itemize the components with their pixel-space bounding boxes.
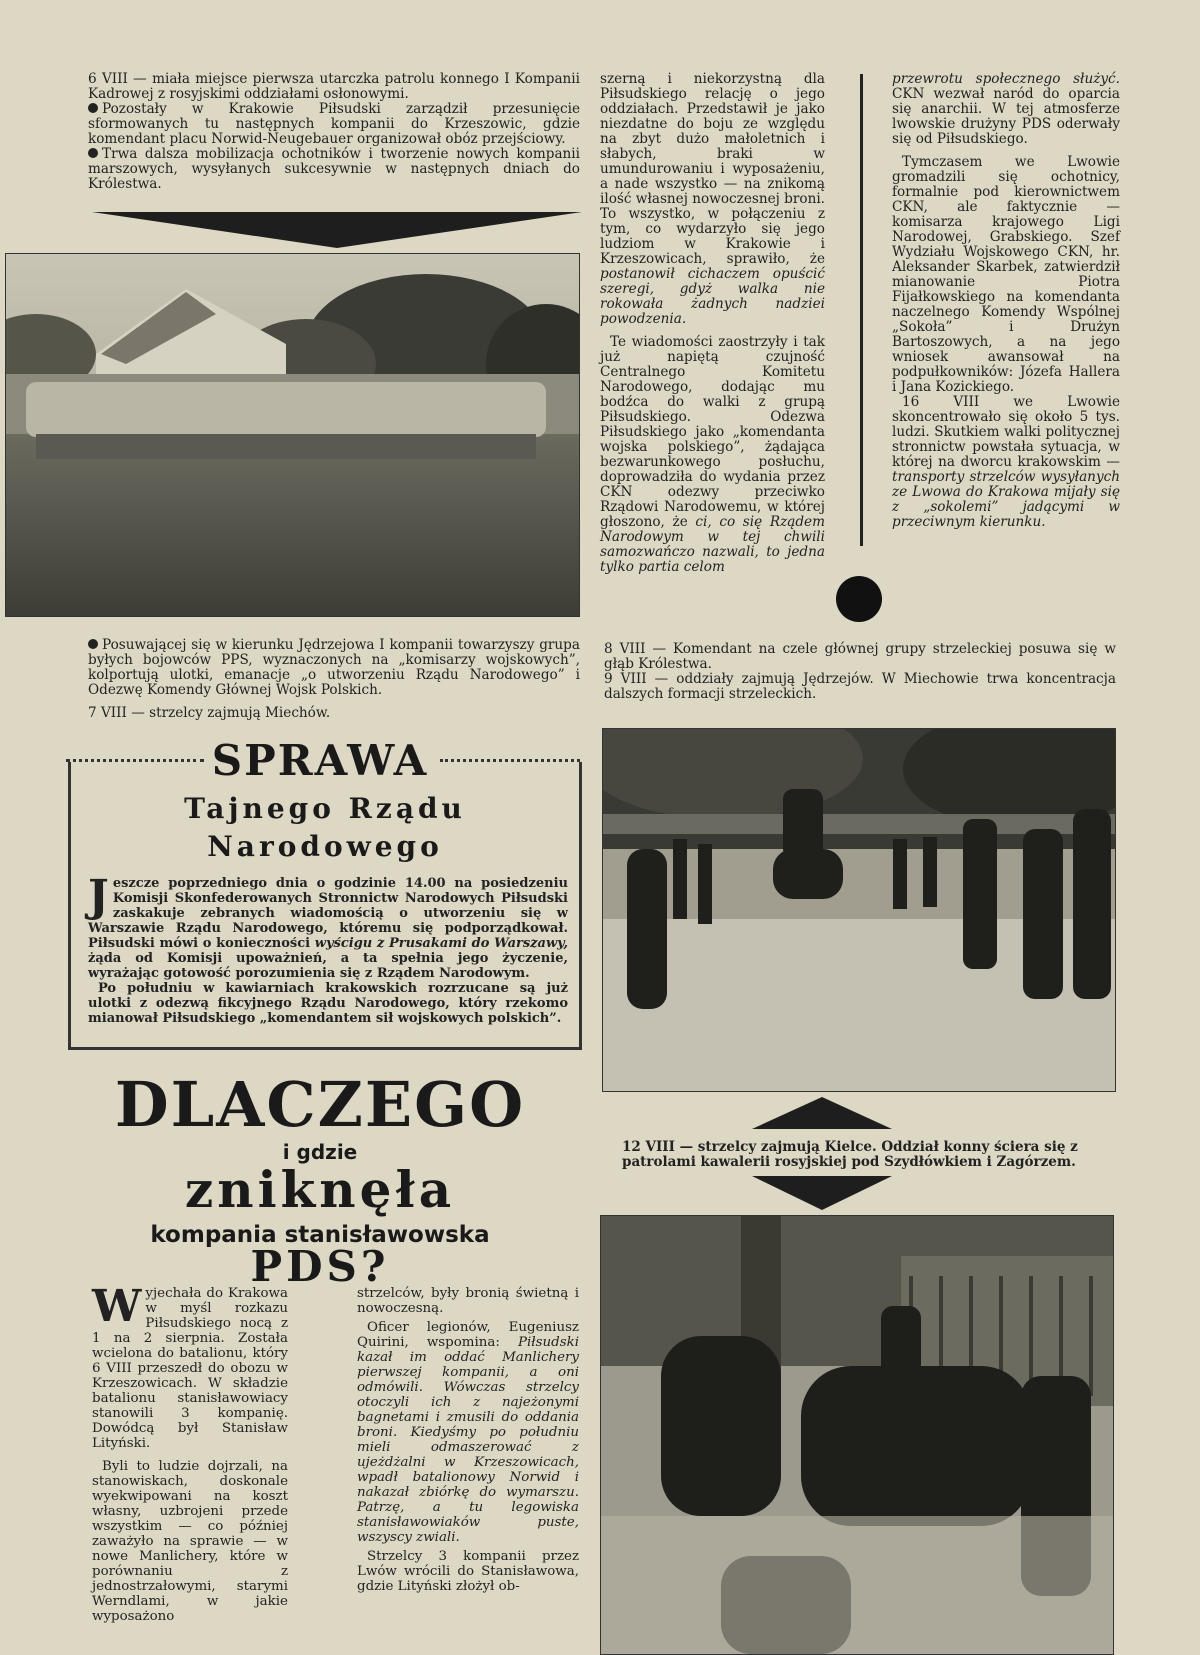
photo-cavalry [600,1215,1114,1655]
sprawa-wavy-left [66,759,204,762]
down-arrow-icon [752,1172,892,1214]
bottom-mid-para-2: Oficer legionów, Eugeniusz Quirini, wspomina: [357,1320,579,1350]
right-para-1-italic: przewrotu społecznego służyć. [892,71,1120,87]
bottom-mid-para-1: strzelców, były bronią świetną i nowoczesną. [357,1286,579,1316]
sprawa-wavy-right [440,759,580,762]
middle-para-2: Te wiadomości zaostrzyły i tak już napiętą czujność Centralnego Komitetu Narodowego, dodając mu bodźca do walki z grupą Piłsudskiego. Odezwa Piłsudskiego jako „komendanta wojska polskiego”, żądająca bezwarunkowego posłuchu, doprowadziła do wydania przez CKN odezwy przeciwko Rządowi Narodowemu, w której głoszono, że [600,334,825,530]
caption-12-viii: 12 VIII — strzelcy zajmują Kielce. Oddział konny ściera się z patrolami kawalerii rosyjskiej pod Szydłówkiem i Zagórzem. [622,1139,1078,1170]
bottom-left-para-1: yjechała do Krakowa w myśl rozkazu Piłsudskiego nocą z 1 na 2 sierpnia. Została wcielona do batalionu, który 6 VIII przeszedł do obozu w Krzeszowicach. W składzie batalionu stanisławowiacy stanowili 3 kompanię. Dowódcą był Stanisław Lityński. [92,1286,288,1451]
dlaczego-headline: DLACZEGO [114,1068,526,1141]
middle-para-2-italic: ci, co się Rządem Narodowym w tej chwili samozwańczo nazwali, to jedna tylko partia celom [600,514,825,575]
dlaczego-headline-3: PDS? [250,1242,390,1291]
sprawa-para-1-italic: wyścigu z Prusakami do Warszawy, [314,936,568,951]
sprawa-para-1-end: żąda od Komisji upoważnień, a ta spełnia jego życzenie, wyrażając gotowość porozumienia się z Rządem Narodowym. [88,951,568,981]
sprawa-title: SPRAWA [211,736,429,785]
black-dot-ornament [836,576,882,622]
bottom-left-column [92,1281,288,1624]
sprawa-subtitle-2: Narodowego [207,830,443,863]
dlaczego-subline-1: i gdzie [282,1140,358,1164]
right-column-text [892,72,1120,530]
sprawa-dropcap: J [88,871,109,922]
sprawa-subtitle-1: Tajnego Rządu [184,792,466,825]
entry-6-viii: 6 VIII — miała miejsce pierwsza utarczka patrolu konnego I Kompanii Kadrowej z rosyjskimi oddziałami osłonowymi. [88,71,580,102]
photo-soldiers-field [5,253,580,617]
right-para-3: 16 VIII we Lwowie skoncentrowało się około 5 tys. ludzi. Skutkiem walki politycznej stronnictw powstała sytuacja, w której na dworcu krakowskim — [892,394,1120,470]
dlaczego-headline-2: zniknęła [184,1160,456,1219]
bottom-middle-column [357,1286,579,1594]
up-arrow-icon [752,1093,892,1133]
entry-jedrzejow-march: Posuwającej się w kierunku Jędrzejowa I kompanii towarzyszy grupa byłych bojowców PPS, wyznaczonych na „komisarzy wojskowych”, kolportują ulotki, emanacje „o utworzeniu Rządu Narodowego” i Odezwę Komendy Głównej Wojsk Polskich. [88,637,580,698]
bottom-mid-para-3: Strzelcy 3 kompanii przez Lwów wrócili do Stanisławowa, gdzie Lityński złożył ob- [357,1549,579,1594]
bottom-left-para-2: Byli to ludzie dojrzali, na stanowiskach, doskonale wyekwipowani na koszt własny, uzbrojeni przede wszystkim — co później zaważyło na sprawie — w nowe Manlichery, które w porównaniu z jednostrzałowymi, starymi Werndlami, w jakie wyposażono [92,1459,288,1624]
dates-text [604,642,1116,702]
march-text [88,638,580,721]
entry-krakow: Pozostały w Krakowie Piłsudski zarządził przesunięcie sformowanych tu następnych kompanii do Krzeszowic, gdzie komendant placu Norwid-Neugebauer organizował obóz przejściowy. [88,101,580,147]
down-arrow-icon [92,208,582,250]
dlaczego-subline-2: kompania stanisławowska [150,1222,490,1248]
middle-para-1-italic: postanowił cichaczem opuścić szeregi, gdyż walka nie rokowała żadnych nadziei powodzenia. [600,266,825,327]
entry-9-viii: 9 VIII — oddziały zajmują Jędrzejów. W Miechowie trwa koncentracja dalszych formacji strzeleckich. [604,671,1116,702]
sprawa-para-1: eszcze poprzedniego dnia o godzinie 14.00 na posiedzeniu Komisji Skonfederowanych Stronnictw Narodowych Piłsudski zaskakuje zebranych wiadomością o utworzeniu się w Warszawie Rządu Narodowego, któremu się podporządkował. Piłsudski mówi o konieczności [88,876,568,951]
bottom-dropcap: W [92,1281,142,1332]
bottom-mid-para-2-italic: Piłsudski kazał im oddać Manlichery pierwszej kompanii, a oni odmówili. Wówczas strzelcy otoczyli ich z najeżonymi bagnetami i zmusili do oddania broni. Kiedyśmy po południu mieli odmaszerować z ujeżdżalni w Krzeszowicach, wpadł batalionowy Norwid i nakazał zbiórkę do wymarszu. Patrzę, a tu legowiska stanisławowiaków puste, wszyscy zwiali. [357,1335,579,1545]
entry-mobilization: Trwa dalsza mobilizacja ochotników i tworzenie nowych kompanii marszowych, wysyłanych sukcesywnie w następnych dniach do Królestwa. [88,146,580,192]
bullet-icon [88,639,98,649]
right-para-2: Tymczasem we Lwowie gromadzili się ochotnicy, formalnie pod kierownictwem CKN, ale faktycznie — komisarza krajowego Ligi Narodowej, Grabskiego. Szef Wydziału Wojskowego CKN, hr. Aleksander Skarbek, zatwierdził mianowanie Piotra Fijałkowskiego na komendanta naczelnego Komendy Wspólnej „Sokoła” i Drużyn Bartoszowych, a na jego wniosek awansował na podpułkowników: Józefa Hallera i Jana Kozickiego. [892,154,1120,395]
sprawa-para-2: Po południu w kawiarniach krakowskich rozrzucane są już ulotki z odezwą fikcyjnego Rządu Narodowego, który rzekomo mianował Piłsudskiego „komendantem sił wojskowych polskich”. [88,981,568,1026]
bullet-icon [88,103,98,113]
entry-7-viii: 7 VIII — strzelcy zajmują Miechów. [88,705,331,721]
middle-para-1: szerną i niekorzystną dla Piłsudskiego relację o jego oddziałach. Przedstawił je jako niezdatne do boju ze względu na zbyt dużo małoletnich i słabych, braki w umundurowaniu i wyposażeniu, a nade wszystko — na znikomą ilość własnej nowoczesnej broni. To wszystko, w połączeniu z tym, co wydarzyło się jego ludziom w Krakowie i Krzeszowicach, sprawiło, że [600,71,825,267]
photo-mounted-officer [602,728,1116,1092]
middle-column-text [600,72,825,575]
column-divider [860,74,863,546]
bullet-icon [88,148,98,158]
right-para-3-italic: transporty strzelców wysyłanych ze Lwowa do Krakowa mijały się z „sokolemi” jadącymi w przeciwnym kierunku. [892,469,1120,530]
right-para-1: CKN wezwał naród do oparcia się anarchii. W tej atmosferze lwowskie drużyny PDS oderwały się od Piłsudskiego. [892,86,1120,147]
intro-text-block [88,72,580,192]
entry-8-viii: 8 VIII — Komendant na czele głównej grupy strzeleckiej posuwa się w głąb Królestwa. [604,641,1116,672]
sprawa-body [88,871,568,1026]
